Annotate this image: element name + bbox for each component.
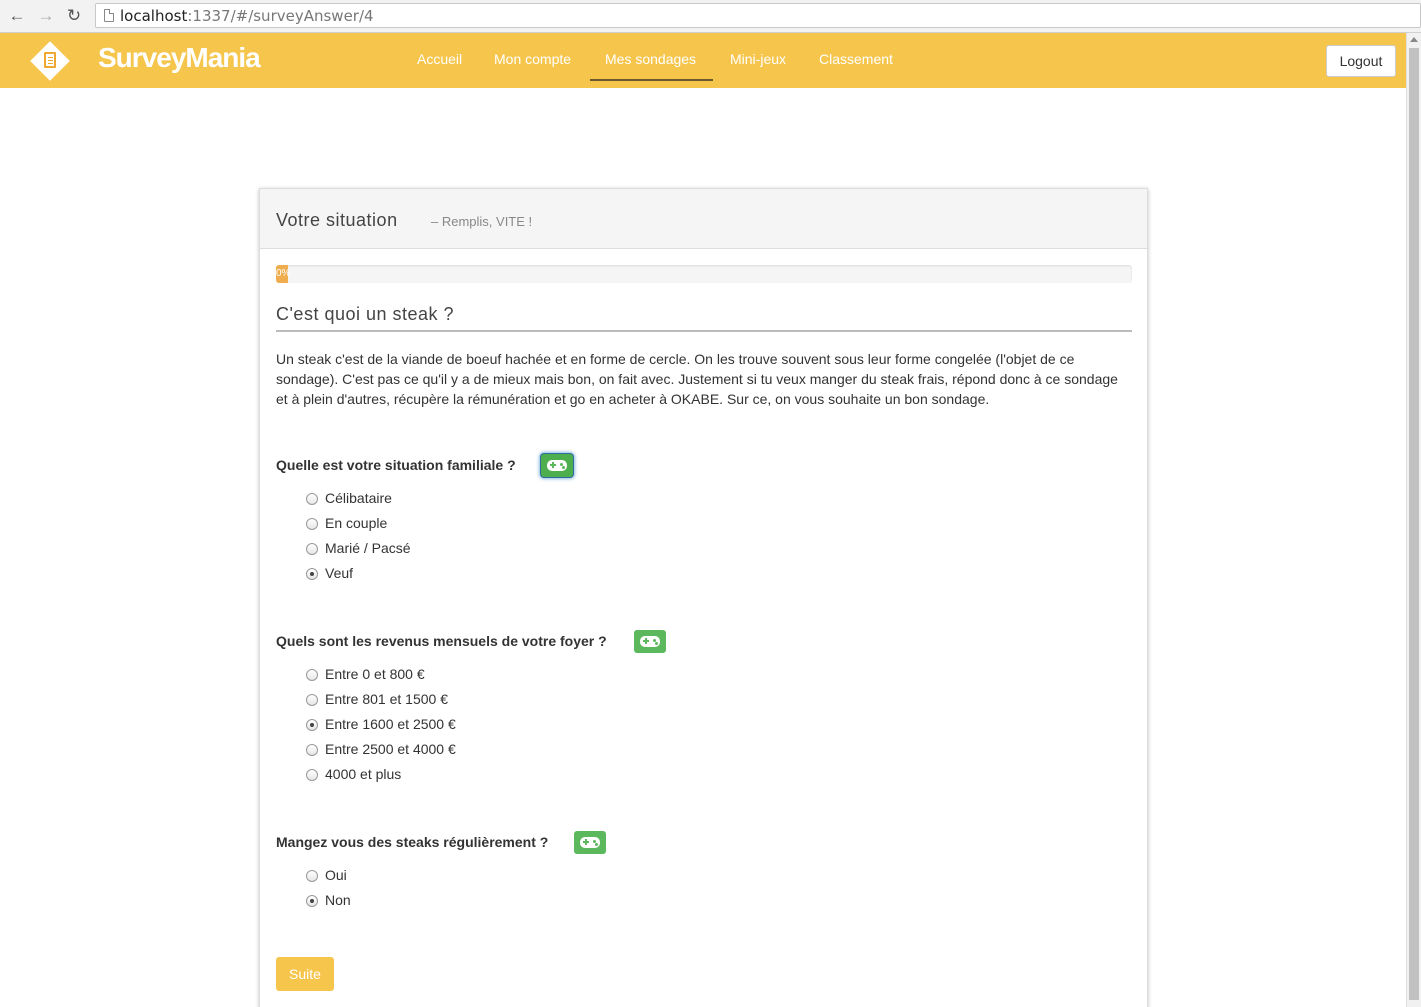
radio-button[interactable] <box>306 669 318 681</box>
logout-button[interactable]: Logout <box>1326 45 1396 77</box>
progress-fill <box>276 265 291 283</box>
nav-active-indicator <box>590 79 713 81</box>
reload-icon[interactable]: ↻ <box>66 6 82 25</box>
option-label: Célibataire <box>325 490 392 506</box>
vertical-scrollbar[interactable] <box>1406 33 1421 1007</box>
survey-panel <box>259 188 1148 1007</box>
radio-button[interactable] <box>306 744 318 756</box>
page-icon <box>104 9 114 22</box>
url-text: localhost:1337/#/surveyAnswer/4 <box>120 7 374 25</box>
option-label: Veuf <box>325 565 354 581</box>
option-label: Non <box>325 892 351 908</box>
option-label: Entre 801 et 1500 € <box>325 691 448 707</box>
nav-item-mes-sondages[interactable]: Mes sondages <box>605 51 697 67</box>
panel-title: Votre situation <box>276 210 398 230</box>
radio-button[interactable] <box>306 719 318 731</box>
scroll-thumb[interactable] <box>1409 48 1419 1000</box>
option-label: Entre 0 et 800 € <box>325 666 425 682</box>
next-button[interactable]: Suite <box>276 957 334 991</box>
radio-button[interactable] <box>306 870 318 882</box>
panel-header <box>260 189 1147 249</box>
panel-subtitle: – Remplis, VITE ! <box>431 214 533 229</box>
app-navbar <box>0 33 1406 88</box>
gamepad-icon[interactable] <box>541 454 573 477</box>
nav-item-mini-jeux[interactable]: Mini-jeux <box>730 51 787 67</box>
radio-button[interactable] <box>306 895 318 907</box>
nav-item-mon-compte[interactable]: Mon compte <box>494 51 572 67</box>
option-label: Oui <box>325 867 347 883</box>
radio-button[interactable] <box>306 543 318 555</box>
radio-button[interactable] <box>306 493 318 505</box>
gamepad-icon[interactable] <box>634 630 666 653</box>
progress-label: 0% <box>276 268 291 279</box>
question-label: Quels sont les revenus mensuels de votre foyer ? <box>276 633 607 649</box>
radio-button[interactable] <box>306 694 318 706</box>
browser-toolbar <box>0 0 1421 33</box>
option-label: 4000 et plus <box>325 766 402 782</box>
survey-logo-icon[interactable] <box>30 41 70 81</box>
address-bar[interactable] <box>95 3 1421 28</box>
brand-name[interactable]: SurveyMania <box>98 42 260 73</box>
option-label: Entre 1600 et 2500 € <box>325 716 456 732</box>
back-arrow-icon[interactable]: ← <box>8 6 26 25</box>
radio-button[interactable] <box>306 568 318 580</box>
gamepad-icon[interactable] <box>574 831 606 854</box>
scroll-up-icon[interactable] <box>1410 37 1418 42</box>
question-label: Mangez vous des steaks régulièrement ? <box>276 834 549 850</box>
section-title: C'est quoi un steak ? <box>276 304 1132 332</box>
progress-bar <box>276 265 1132 283</box>
nav-item-classement[interactable]: Classement <box>819 51 893 67</box>
question-label: Quelle est votre situation familiale ? <box>276 457 516 473</box>
section-description: Un steak c'est de la viande de boeuf hachée et en forme de cercle. On les trouve souvent sous leur forme congelée (l'objet de ce sondage). C'est pas ce qu'il y a de mieux mais bon, on fait avec. Justement si tu veux manger du steak frais, répond donc à ce sondage et à plein d'autres, récupère la rémunération et go en acheter à OKABE. Sur ce, on vous souhaite un bon sondage. <box>276 351 1118 407</box>
option-label: En couple <box>325 515 388 531</box>
option-label: Entre 2500 et 4000 € <box>325 741 456 757</box>
forward-arrow-icon[interactable]: → <box>37 6 55 25</box>
radio-button[interactable] <box>306 769 318 781</box>
radio-button[interactable] <box>306 518 318 530</box>
nav-item-accueil[interactable]: Accueil <box>417 51 463 67</box>
option-label: Marié / Pacsé <box>325 540 411 556</box>
